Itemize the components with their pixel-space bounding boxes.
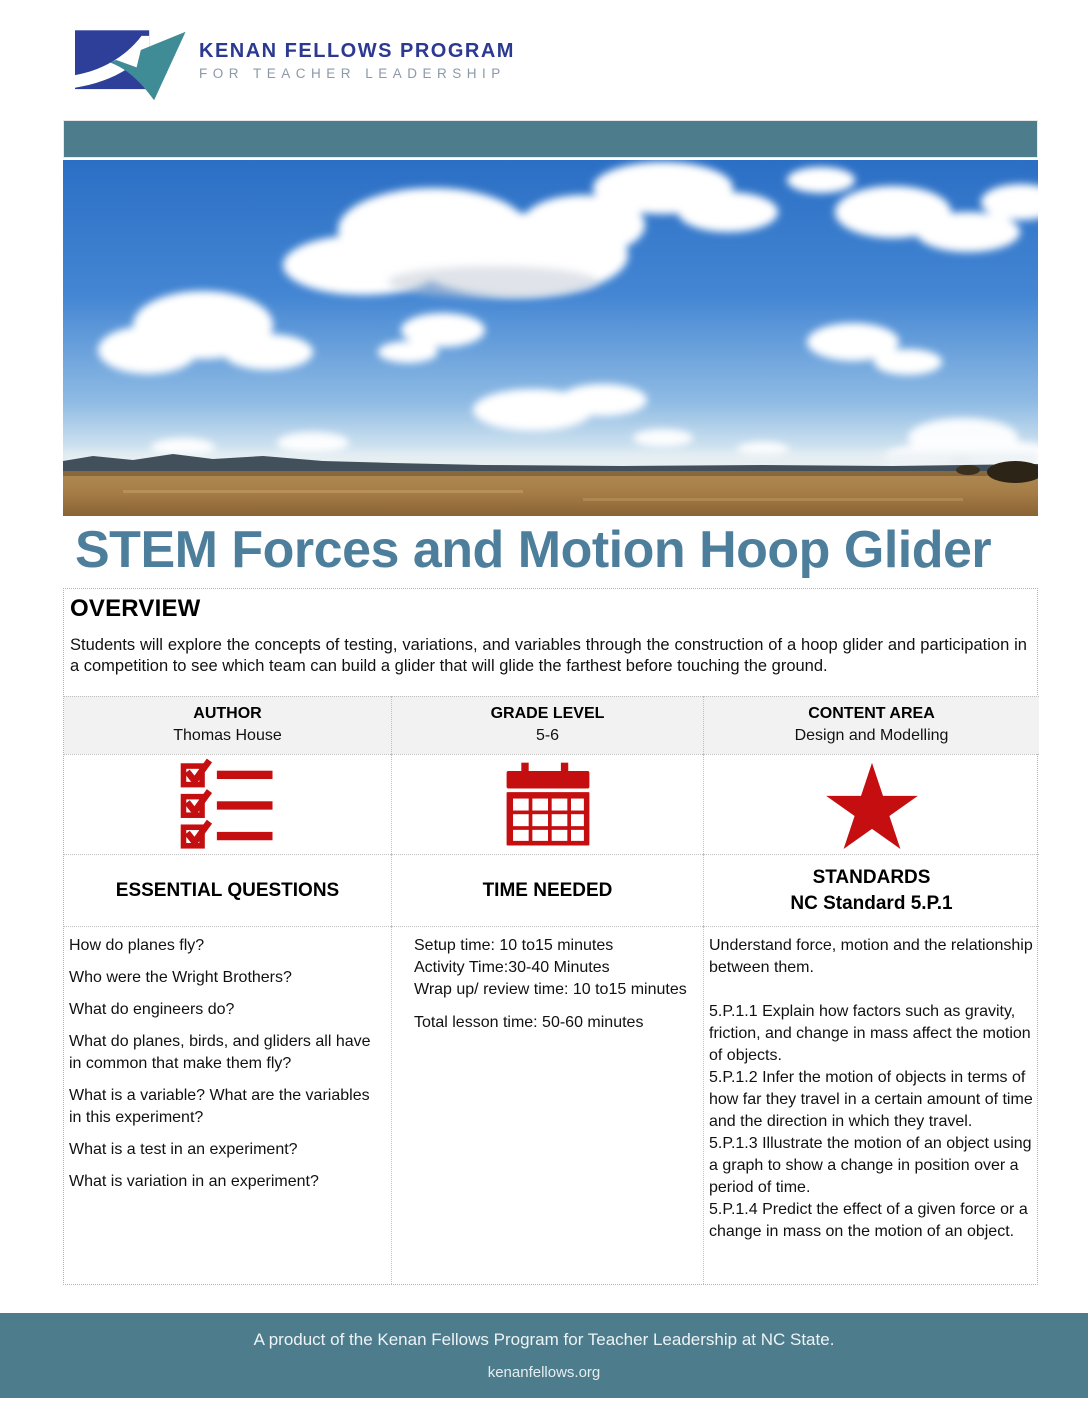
time-line: Setup time: 10 to15 minutes bbox=[414, 937, 614, 954]
brand-tagline: FOR TEACHER LEADERSHIP bbox=[199, 66, 506, 81]
page-title: STEM Forces and Motion Hoop Glider bbox=[75, 521, 992, 579]
standards-details bbox=[703, 926, 1039, 1284]
standards-item: 5.P.1.1 Explain how factors such as gravity, friction, and change in mass affect the motion of objects. bbox=[709, 1003, 1031, 1064]
standards-heading-line2: NC Standard 5.P.1 bbox=[790, 892, 953, 914]
time-breakdown bbox=[414, 935, 693, 1001]
overview-heading: OVERVIEW bbox=[70, 595, 201, 622]
brand-name: KENAN FELLOWS PROGRAM bbox=[199, 40, 515, 62]
footer-url[interactable]: kenanfellows.org bbox=[487, 1364, 601, 1381]
calendar-icon bbox=[502, 762, 594, 848]
lesson-info-table bbox=[63, 588, 1038, 1285]
footer-credit: A product of the Kenan Fellows Program for Teacher Leadership at NC State. bbox=[253, 1330, 835, 1349]
checklist-icon bbox=[177, 757, 279, 853]
brand-text bbox=[199, 30, 515, 81]
author-value: Thomas House bbox=[173, 727, 282, 744]
grade-level-cell bbox=[391, 696, 703, 754]
brand-header bbox=[75, 30, 515, 102]
time-icon-cell bbox=[391, 754, 703, 854]
content-area-value: Design and Modelling bbox=[794, 727, 949, 744]
essential-questions-list bbox=[64, 926, 391, 1284]
question-item: What is a variable? What are the variables in this experiment? bbox=[69, 1087, 370, 1126]
author-label: AUTHOR bbox=[193, 705, 262, 722]
grade-level-value: 5-6 bbox=[535, 727, 560, 744]
standards-heading-line1: STANDARDS bbox=[812, 866, 931, 888]
star-icon bbox=[826, 761, 918, 849]
question-item: What do planes, birds, and gliders all have in common that make them fly? bbox=[69, 1033, 371, 1072]
standards-icon-cell bbox=[703, 754, 1039, 854]
time-line: Wrap up/ review time: 10 to15 minutes bbox=[414, 981, 687, 998]
page-footer bbox=[0, 1313, 1088, 1398]
kenan-fellows-logo-icon bbox=[75, 30, 187, 102]
content-area-label: CONTENT AREA bbox=[808, 705, 935, 722]
question-item: How do planes fly? bbox=[69, 937, 205, 954]
author-cell bbox=[64, 696, 391, 754]
standards-item: 5.P.1.4 Predict the effect of a given force or a change in mass on the motion of an object. bbox=[709, 1201, 1028, 1240]
content-area-cell bbox=[703, 696, 1039, 754]
sky-clouds-illustration bbox=[63, 160, 1038, 516]
question-item: What is variation in an experiment? bbox=[69, 1173, 319, 1190]
header-divider-bar bbox=[63, 120, 1038, 158]
time-needed-heading: TIME NEEDED bbox=[391, 854, 703, 926]
sky-banner-photo bbox=[63, 160, 1038, 516]
question-item: Who were the Wright Brothers? bbox=[69, 969, 292, 986]
standards-heading bbox=[703, 854, 1039, 926]
time-total: Total lesson time: 50-60 minutes bbox=[414, 1014, 644, 1031]
questions-icon-cell bbox=[64, 754, 391, 854]
overview-body: Students will explore the concepts of testing, variations, and variables through the construction of a hoop glider and participation in a competition to see which team can build a glider that will glide the farthest before touching the ground. bbox=[70, 636, 1027, 675]
standards-item: 5.P.1.2 Infer the motion of objects in terms of how far they travel in a certain amount of time and the direction in which they travel. bbox=[709, 1069, 1033, 1130]
question-item: What do engineers do? bbox=[69, 1001, 235, 1018]
standards-item: 5.P.1.3 Illustrate the motion of an object using a graph to show a change in position over a period of time. bbox=[709, 1135, 1032, 1196]
essential-questions-heading: ESSENTIAL QUESTIONS bbox=[64, 854, 391, 926]
question-item: What is a test in an experiment? bbox=[69, 1141, 298, 1158]
grade-level-label: GRADE LEVEL bbox=[490, 705, 605, 722]
overview-section bbox=[64, 589, 1039, 696]
time-line: Activity Time:30-40 Minutes bbox=[414, 959, 610, 976]
time-needed-details bbox=[391, 926, 703, 1284]
standards-intro: Understand force, motion and the relationship between them. bbox=[709, 937, 1033, 976]
